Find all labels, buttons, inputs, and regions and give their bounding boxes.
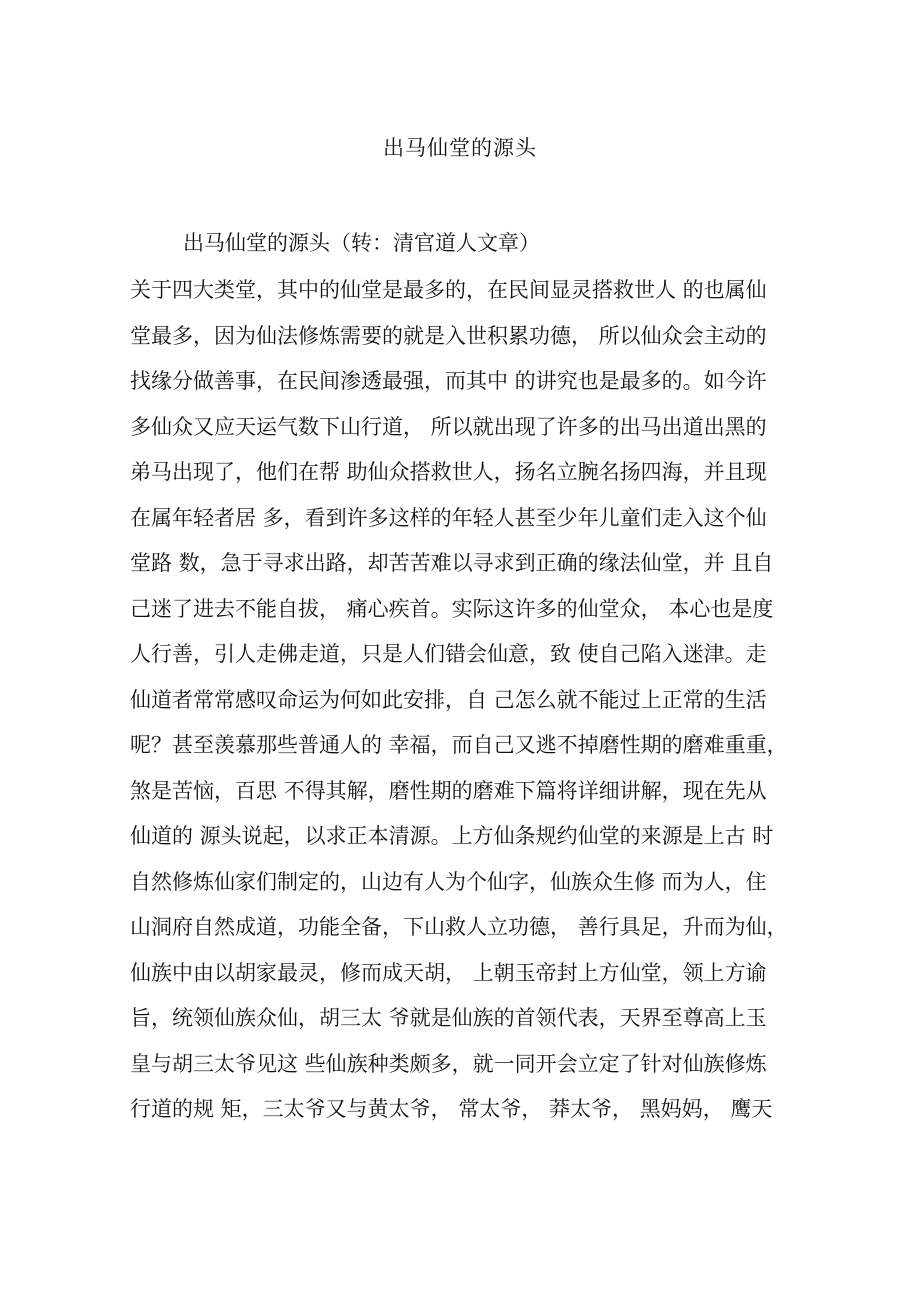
body-line: 堂最多，因为仙法修炼需要的就是入世积累功德， 所以仙众会主动的 [130, 323, 767, 348]
body-line: 山洞府自然成道，功能全备，下山救人立功德， 善行具足，升而为仙， [130, 915, 788, 939]
body-line: 呢？甚至羡慕那些普通人的 幸福，而自己又逃不掉磨性期的磨难重重， [130, 733, 788, 757]
body-line: 多仙众又应天运气数下山行道， 所以就出现了许多的出马出道出黑的 [130, 414, 767, 439]
body-line: 仙道者常常感叹命运为何如此安排，自 己怎么就不能过上正常的生活 [130, 687, 767, 712]
body-line: 皇与胡三太爷见这 些仙族种类颇多，就一同开会立定了针对仙族修炼 [130, 1051, 767, 1076]
body-line: 己迷了进去不能自拔， 痛心疾首。实际这许多的仙堂众， 本心也是度 [130, 596, 774, 621]
body-line: 关于四大类堂，其中的仙堂是最多的，在民间显灵搭救世人 的也属仙 [130, 278, 767, 302]
document-title: 出马仙堂的源头 [383, 136, 537, 160]
body-line: 旨，统领仙族众仙，胡三太 爷就是仙族的首领代表，天界至尊高上玉 [130, 1006, 767, 1030]
document-body [130, 272, 790, 1137]
body-line: 找缘分做善事，在民间渗透最强，而其中 的讲究也是最多的。如今许 [130, 369, 767, 393]
body-line: 仙道的 源头说起，以求正本清源。上方仙条规约仙堂的来源是上古 时 [130, 824, 774, 848]
document-subtitle: 出马仙堂的源头（转：清官道人文章） [183, 231, 540, 255]
body-line: 在属年轻者居 多，看到许多这样的年轻人甚至少年儿童们走入这个仙 [130, 505, 767, 530]
body-line: 弟马出现了，他们在帮 助仙众搭救世人，扬名立腕名扬四海，并且现 [130, 460, 767, 484]
body-line: 煞是苦恼，百思 不得其解，磨性期的磨难下篇将详细讲解，现在先从 [130, 778, 767, 803]
body-line: 堂路 数，急于寻求出路，却苦苦难以寻求到正确的缘法仙堂，并 且自 [130, 551, 774, 575]
body-line: 自然修炼仙家们制定的，山边有人为个仙字，仙族众生修 而为人，住 [130, 869, 767, 894]
body-line: 行道的规 矩，三太爷又与黄太爷， 常太爷， 莽太爷， 黑妈妈， 鹰天 [130, 1097, 773, 1121]
body-line: 仙族中由以胡家最灵，修而成天胡， 上朝玉帝封上方仙堂，领上方谕 [130, 960, 767, 985]
body-line: 人行善，引人走佛走道，只是人们错会仙意，致 使自己陷入迷津。走 [130, 642, 767, 666]
